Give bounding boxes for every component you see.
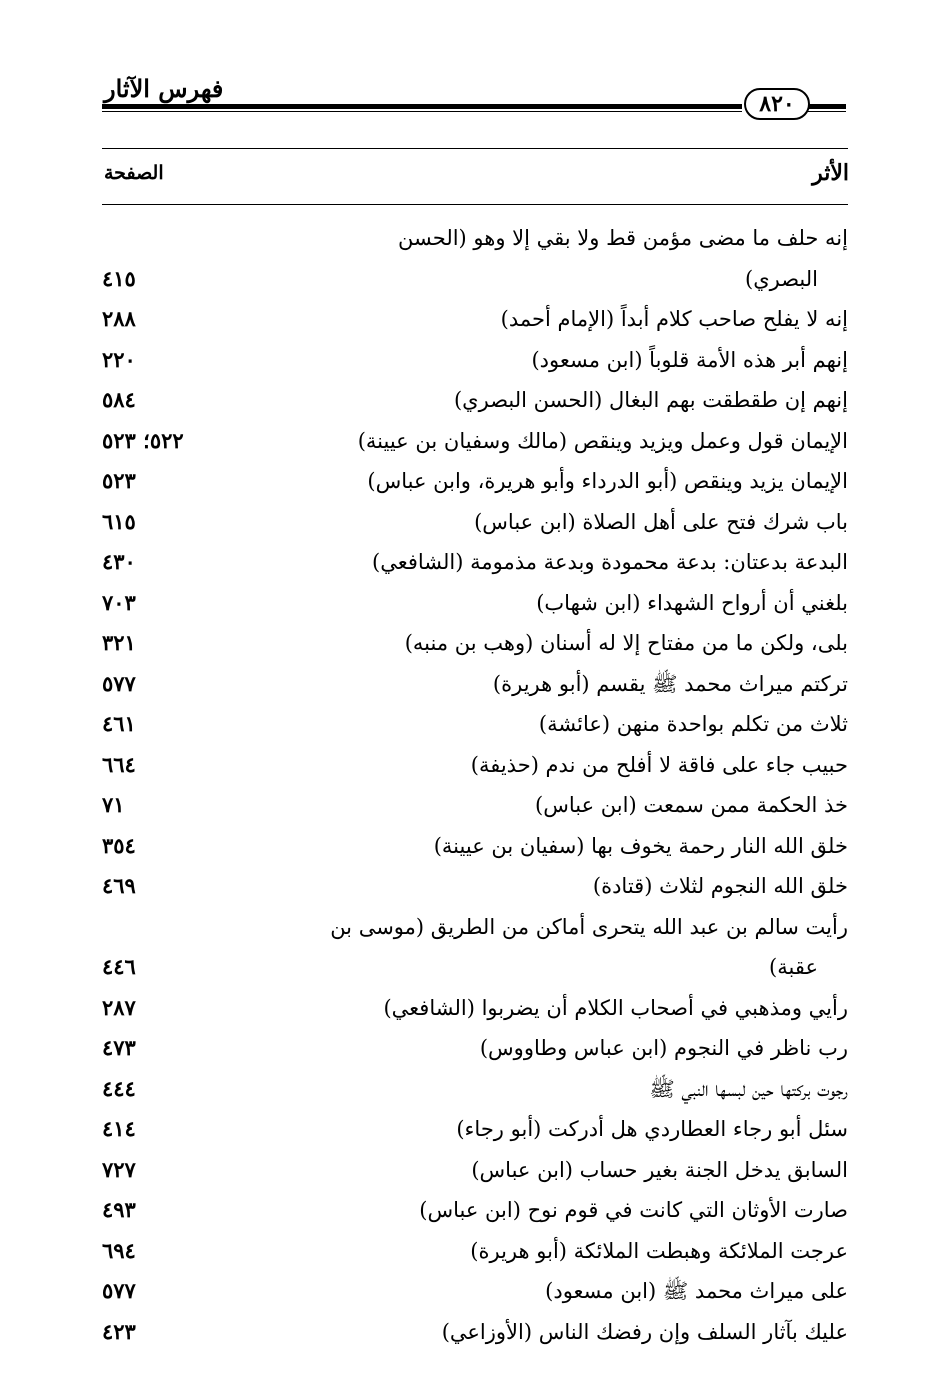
entry-text: [330, 1190, 848, 1231]
index-entry: [100, 866, 848, 907]
entry-text-line: خذ الحكمة ممن سمعت (ابن عباس): [535, 793, 848, 817]
entry-page-number: ٣٥٤: [102, 832, 136, 858]
entry-text-continuation: البصري): [745, 266, 818, 291]
index-entry: [100, 664, 848, 705]
entry-text: [330, 1109, 848, 1150]
entry-page-number: ٥٧٧: [102, 670, 136, 696]
entry-page-number: ٤١٤: [102, 1116, 136, 1141]
entry-page-number: ٤٢٣: [102, 1318, 136, 1344]
column-header-athar: الأثر: [812, 160, 849, 186]
entry-text: [330, 907, 848, 988]
entry-page-number: ٥٧٧: [102, 1278, 136, 1303]
index-entry: [100, 1028, 848, 1069]
entry-page-number: ٤٧٣: [102, 1035, 136, 1060]
entry-text-line: إنهم أبر هذه الأمة قلوباً (ابن مسعود): [531, 347, 848, 372]
entry-text: [330, 988, 848, 1029]
index-entry: [100, 907, 848, 988]
entry-text-line: سئل أبو رجاء العطاردي هل أدركت (أبو رجاء): [456, 1117, 848, 1141]
entry-text: [330, 1069, 848, 1110]
column-header-rule-bottom: [102, 204, 848, 205]
entry-text: [330, 1150, 848, 1191]
entry-text: [330, 461, 848, 502]
entry-page-number: ٤٩٣: [102, 1197, 136, 1222]
entry-text: [330, 502, 848, 543]
index-entry: [100, 1109, 848, 1150]
entry-text: [330, 421, 848, 462]
index-entry: [100, 502, 848, 543]
index-entry: [100, 745, 848, 786]
index-entry: [100, 340, 848, 381]
entry-text-line: الإيمان يزيد وينقص (أبو الدرداء وأبو هريرة، وابن عباس): [367, 469, 848, 493]
entry-text: [330, 1231, 848, 1272]
entry-text: [330, 218, 848, 299]
entry-page-number: ٢٨٧: [102, 994, 136, 1020]
entry-page-number: ٤٤٤: [102, 1075, 136, 1101]
entry-text-line: على ميراث محمد ﷺ (ابن مسعود): [545, 1279, 848, 1303]
entry-page-number: ٢٨٨: [102, 306, 136, 331]
entry-text: [330, 340, 848, 381]
index-entry: [100, 1190, 848, 1231]
entry-text-line: رأيت سالم بن عبد الله يتحرى أماكن من الطريق (موسى بن: [330, 914, 848, 939]
entry-text-line: تركتم ميراث محمد ﷺ يقسم (أبو هريرة): [492, 671, 848, 696]
entry-text-line: السابق يدخل الجنة بغير حساب (ابن عباس): [471, 1157, 848, 1182]
index-entry: [100, 988, 848, 1029]
entry-text-line: عرجت الملائكة وهبطت الملائكة (أبو هريرة): [470, 1238, 848, 1263]
entry-text-line: إنه حلف ما مضى مؤمن قط ولا بقي إلا وهو (الحسن: [398, 226, 848, 250]
entry-text: [330, 704, 848, 745]
index-entry: [100, 461, 848, 502]
index-entry: [100, 826, 848, 867]
entry-text-line: رجوت بركتها حين لبسها النبي ﷺ: [649, 1076, 848, 1101]
entry-text: [330, 299, 848, 340]
index-entry: [100, 583, 848, 624]
entry-text: [330, 1271, 848, 1312]
entry-page-number: ٤٣٠: [102, 549, 136, 574]
entry-text-line: خلق الله النجوم لثلاث (قتادة): [592, 874, 848, 898]
entry-page-number: ٣٢١: [102, 630, 136, 655]
index-entry: [100, 704, 848, 745]
entry-text-line: عليك بآثار السلف وإن رفضك الناس (الأوزاعي): [441, 1319, 848, 1344]
entry-page-number: ٤٦٩: [102, 873, 136, 898]
entry-page-number: ٥٨٤: [102, 387, 136, 412]
entry-text: [330, 664, 848, 705]
entry-page-number: ٢٢٠: [102, 346, 136, 372]
index-entry: [100, 1069, 848, 1110]
entry-text: [330, 380, 848, 421]
entry-text: [330, 745, 848, 786]
index-entry: [100, 218, 848, 299]
entry-text-line: صارت الأوثان التي كانت في قوم نوح (ابن عباس): [419, 1198, 848, 1222]
entry-page-number: ٧١: [102, 792, 125, 817]
entry-page-number: ٦٦٤: [102, 751, 136, 777]
entry-text: [330, 826, 848, 867]
index-entry: [100, 1271, 848, 1312]
index-entry: [100, 1150, 848, 1191]
header-rule-thin: [102, 111, 742, 112]
entry-text-line: إنهم إن طقطقت بهم البغال (الحسن البصري): [453, 388, 848, 412]
header-rule-right-thick: [806, 104, 846, 109]
entry-text: [330, 1312, 848, 1353]
entry-text: [330, 785, 848, 826]
column-header-page: الصفحة: [104, 162, 164, 184]
entry-page-number: ٥٢٣: [102, 468, 136, 493]
entry-text: [330, 866, 848, 907]
entry-text-line: باب شرك فتح على أهل الصلاة (ابن عباس): [474, 509, 848, 534]
entry-text-line: حبيب جاء على فاقة لا أفلح من ندم (حذيفة): [470, 752, 848, 777]
index-entry: [100, 542, 848, 583]
entry-page-number: ٧٢٧: [102, 1156, 136, 1182]
index-entry: [100, 299, 848, 340]
entry-text-line: إنه لا يفلح صاحب كلام أبداً (الإمام أحمد): [500, 307, 848, 331]
entry-text: [330, 1028, 848, 1069]
index-entry: [100, 421, 848, 462]
index-entry: [100, 380, 848, 421]
header-rule-right-thin: [806, 111, 846, 112]
column-header-rule-top: [102, 148, 848, 149]
header-rule-thick: [102, 104, 742, 109]
entry-page-number: ٤٤٦: [102, 954, 136, 979]
entry-text-line: بلى، ولكن ما من مفتاح إلا له أسنان (وهب بن منبه): [404, 631, 848, 655]
entry-text-line: رأيي ومذهبي في أصحاب الكلام أن يضربوا (الشافعي): [383, 995, 848, 1020]
entry-page-number: ٧٠٣: [102, 589, 136, 615]
entry-page-number: ٦٩٤: [102, 1237, 136, 1263]
page-number: ٨٢٠: [744, 88, 810, 120]
entry-text: [330, 623, 848, 664]
index-entry: [100, 1312, 848, 1353]
entry-page-number: ٤٦١: [102, 711, 136, 736]
entries-list: [100, 218, 848, 1352]
entry-page-number: ٥٢٢؛ ٥٢٣: [102, 427, 184, 453]
index-entry: [100, 623, 848, 664]
index-entry: [100, 785, 848, 826]
entry-text-line: رب ناظر في النجوم (ابن عباس وطاووس): [479, 1036, 848, 1060]
entry-text-line: الإيمان قول وعمل ويزيد وينقص (مالك وسفيان بن عيينة): [357, 428, 848, 453]
entry-page-number: ٤١٥: [102, 265, 136, 291]
entry-text-continuation: عقبة): [769, 955, 818, 979]
entry-text-line: ثلاث من تكلم بواحدة منهن (عائشة): [538, 712, 848, 736]
entry-text-line: بلغني أن أرواح الشهداء (ابن شهاب): [536, 590, 848, 615]
entry-text-line: خلق الله النار رحمة يخوف بها (سفيان بن عيينة): [433, 833, 848, 858]
entry-text-line: البدعة بدعتان: بدعة محمودة وبدعة مذمومة (الشافعي): [372, 550, 848, 574]
running-title: فهرس الآثار: [104, 74, 224, 103]
index-entry: [100, 1231, 848, 1272]
entry-page-number: ٦١٥: [102, 508, 136, 534]
entry-text: [330, 583, 848, 624]
entry-text: [330, 542, 848, 583]
